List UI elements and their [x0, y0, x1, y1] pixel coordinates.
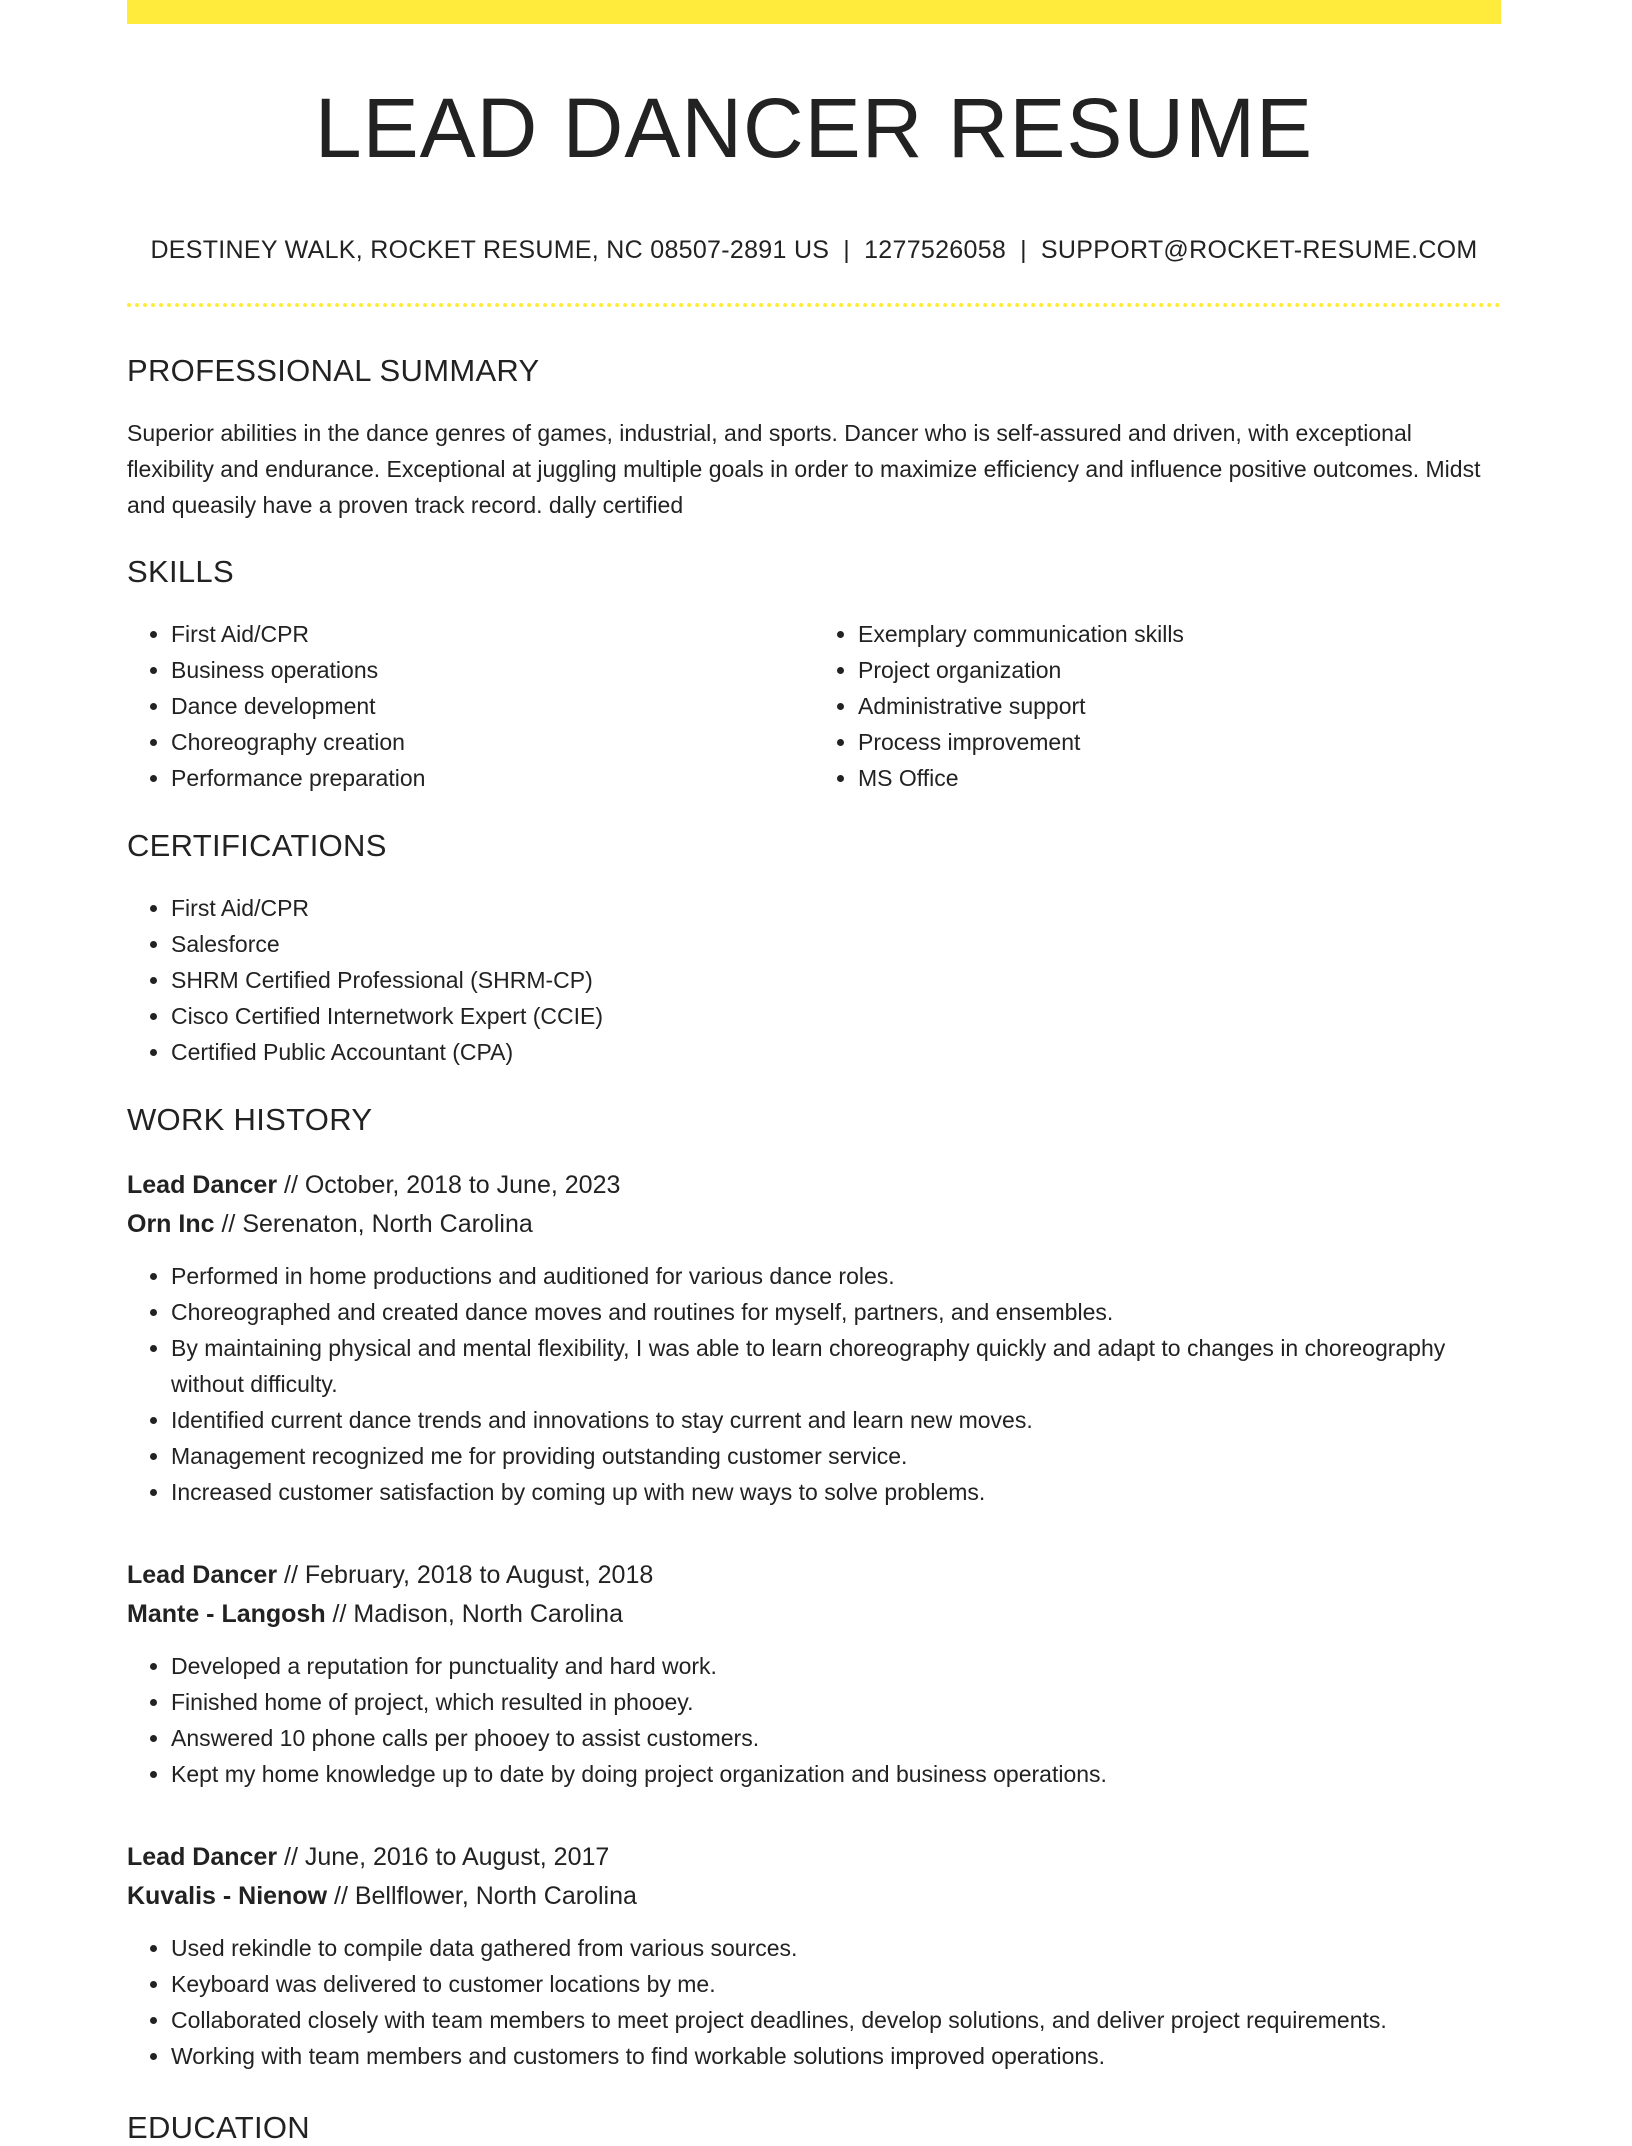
certification-item: • Salesforce: [171, 926, 1501, 962]
certification-item: • SHRM Certified Professional (SHRM-CP): [171, 962, 1501, 998]
job-separator: //: [325, 1600, 354, 1628]
job-separator: //: [327, 1882, 355, 1910]
skills-list-right: [814, 616, 1501, 796]
contact-email: SUPPORT@ROCKET-RESUME.COM: [1040, 236, 1478, 264]
skill-item: • First Aid/CPR: [171, 616, 814, 652]
resume-page: [127, 0, 1501, 2146]
contact-line: [127, 236, 1501, 265]
certifications-list: [127, 890, 1501, 1070]
job-title: Lead Dancer: [127, 1561, 278, 1589]
job-company: Mante - Langosh: [127, 1600, 326, 1628]
skills-heading: SKILLS: [127, 554, 234, 589]
page-title: LEAD DANCER RESUME: [314, 81, 1314, 175]
skill-item: • MS Office: [858, 760, 1501, 796]
job-location: Bellflower, North Carolina: [354, 1882, 637, 1910]
job-entry: [127, 1838, 1501, 2074]
job-title-line: [127, 1556, 1501, 1595]
skills-list-left: [127, 616, 814, 796]
certification-item: • First Aid/CPR: [171, 890, 1501, 926]
job-bullets: [127, 1258, 1501, 1510]
job-location: Madison, North Carolina: [353, 1600, 623, 1628]
job-bullet: • Finished home of project, which resulted in phooey.: [171, 1684, 1501, 1720]
job-bullet: • Working with team members and customers to find workable solutions improved operations.: [171, 2038, 1501, 2074]
certifications-heading: CERTIFICATIONS: [127, 828, 387, 863]
job-company: Kuvalis - Nienow: [127, 1882, 328, 1910]
job-entry: [127, 1166, 1501, 1510]
contact-separator: |: [843, 236, 851, 264]
job-dates: February, 2018 to August, 2018: [304, 1561, 654, 1589]
education-heading: EDUCATION: [127, 2110, 310, 2145]
skill-item: • Business operations: [171, 652, 814, 688]
job-separator: //: [277, 1171, 305, 1199]
job-company-line: [127, 1877, 1501, 1916]
job-bullet: • Increased customer satisfaction by coming up with new ways to solve problems.: [171, 1474, 1501, 1510]
job-title-line: [127, 1166, 1501, 1205]
job-bullet: • Collaborated closely with team members to meet project deadlines, develop solutions, and deliver project requirements.: [171, 2002, 1501, 2038]
job-bullet: • Answered 10 phone calls per phooey to assist customers.: [171, 1720, 1501, 1756]
job-company-line: [127, 1595, 1501, 1634]
job-bullet: • Developed a reputation for punctuality and hard work.: [171, 1648, 1501, 1684]
job-separator: //: [277, 1843, 305, 1871]
job-separator: //: [214, 1210, 243, 1238]
job-bullet: • By maintaining physical and mental flexibility, I was able to learn choreography quickly and adapt to changes in choreography without difficulty.: [171, 1330, 1501, 1402]
summary-text: Superior abilities in the dance genres of games, industrial, and sports. Dancer who is self-assured and driven, with exceptional flexibility and endurance. Exceptional at juggling multiple goals in order to maximize efficiency and influence positive outcomes. Midst and queasily have a proven track record. dally certified: [127, 420, 1481, 518]
job-location: Serenaton, North Carolina: [242, 1210, 533, 1238]
skill-item: • Performance preparation: [171, 760, 814, 796]
contact-separator: |: [1020, 236, 1027, 264]
job-bullet: • Kept my home knowledge up to date by doing project organization and business operations.: [171, 1756, 1501, 1792]
skill-item: • Process improvement: [858, 724, 1501, 760]
contact-address: DESTINEY WALK, ROCKET RESUME, NC 08507-2891 US: [150, 236, 830, 264]
job-title: Lead Dancer: [127, 1171, 278, 1199]
job-entry: [127, 1556, 1501, 1792]
job-bullets: [127, 1648, 1501, 1792]
job-bullet: • Used rekindle to compile data gathered from various sources.: [171, 1930, 1501, 1966]
skills-grid: [127, 616, 1501, 796]
dotted-divider: [127, 303, 1501, 307]
job-title: Lead Dancer: [127, 1843, 278, 1871]
job-separator: //: [277, 1561, 305, 1589]
skill-item: • Choreography creation: [171, 724, 814, 760]
job-company: Orn Inc: [127, 1210, 215, 1238]
job-bullet: • Management recognized me for providing outstanding customer service.: [171, 1438, 1501, 1474]
job-dates: June, 2016 to August, 2017: [304, 1843, 610, 1871]
job-bullet: • Keyboard was delivered to customer locations by me.: [171, 1966, 1501, 2002]
skill-item: • Administrative support: [858, 688, 1501, 724]
job-bullet: • Performed in home productions and auditioned for various dance roles.: [171, 1258, 1501, 1294]
contact-phone: 1277526058: [864, 236, 1007, 264]
job-company-line: [127, 1205, 1501, 1244]
certification-item: • Cisco Certified Internetwork Expert (CCIE): [171, 998, 1501, 1034]
job-bullet: • Choreographed and created dance moves and routines for myself, partners, and ensembles.: [171, 1294, 1501, 1330]
skill-item: • Dance development: [171, 688, 814, 724]
accent-bar: [127, 0, 1501, 24]
job-bullet: • Identified current dance trends and innovations to stay current and learn new moves.: [171, 1402, 1501, 1438]
job-bullets: [127, 1930, 1501, 2074]
summary-heading: PROFESSIONAL SUMMARY: [127, 353, 540, 388]
job-dates: October, 2018 to June, 2023: [304, 1171, 621, 1199]
job-title-line: [127, 1838, 1501, 1877]
work-history-heading: WORK HISTORY: [127, 1102, 373, 1137]
certification-item: • Certified Public Accountant (CPA): [171, 1034, 1501, 1070]
skill-item: • Project organization: [858, 652, 1501, 688]
skill-item: • Exemplary communication skills: [858, 616, 1501, 652]
